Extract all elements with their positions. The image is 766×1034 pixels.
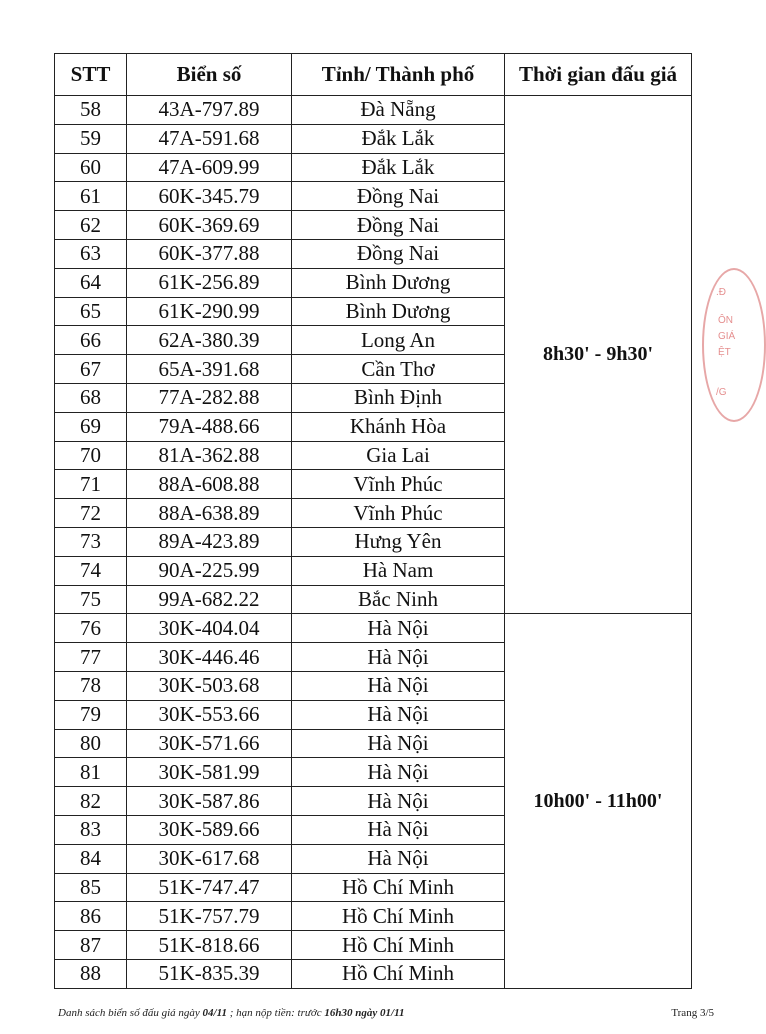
row-province: Đắk Lắk [292,153,505,182]
row-stt: 65 [55,297,127,326]
header-auction-time: Thời gian đấu giá [505,54,692,96]
header-plate-number: Biển số [127,54,292,96]
row-stt: 72 [55,499,127,528]
row-province: Hà Nội [292,643,505,672]
auction-time-slot: 10h00' - 11h00' [505,614,692,988]
row-plate-number: 88A-608.88 [127,470,292,499]
footer-note [58,1007,404,1019]
row-province: Hồ Chí Minh [292,873,505,902]
row-stt: 71 [55,470,127,499]
red-stamp-seal [702,268,766,422]
row-plate-number: 51K-757.79 [127,902,292,931]
row-province: Long An [292,326,505,355]
row-plate-number: 30K-571.66 [127,729,292,758]
row-plate-number: 62A-380.39 [127,326,292,355]
row-plate-number: 47A-609.99 [127,153,292,182]
row-province: Bình Dương [292,268,505,297]
row-province: Hà Nam [292,556,505,585]
row-province: Vĩnh Phúc [292,470,505,499]
row-plate-number: 88A-638.89 [127,499,292,528]
row-stt: 70 [55,441,127,470]
row-plate-number: 47A-591.68 [127,124,292,153]
row-plate-number: 60K-369.69 [127,211,292,240]
row-stt: 66 [55,326,127,355]
row-stt: 67 [55,355,127,384]
row-plate-number: 30K-503.68 [127,671,292,700]
row-plate-number: 81A-362.88 [127,441,292,470]
table-row [55,96,692,125]
row-plate-number: 79A-488.66 [127,412,292,441]
footer-prefix: Danh sách biển số đấu giá ngày [58,1007,203,1019]
footer-middle: ; hạn nộp tiền: trước [226,1007,325,1019]
row-plate-number: 77A-282.88 [127,383,292,412]
row-plate-number: 51K-747.47 [127,873,292,902]
row-province: Hồ Chí Minh [292,959,505,988]
row-stt: 83 [55,815,127,844]
row-province: Đồng Nai [292,182,505,211]
table-header-row [55,54,692,96]
row-stt: 59 [55,124,127,153]
row-province: Hà Nội [292,729,505,758]
row-plate-number: 43A-797.89 [127,96,292,125]
header-province: Tỉnh/ Thành phố [292,54,505,96]
table-row [55,614,692,643]
row-province: Gia Lai [292,441,505,470]
row-stt: 62 [55,211,127,240]
stamp-text-4: ỆT [718,347,731,358]
row-stt: 77 [55,643,127,672]
row-province: Hồ Chí Minh [292,902,505,931]
row-stt: 68 [55,383,127,412]
stamp-text-3: GIÁ [718,331,736,342]
row-plate-number: 60K-377.88 [127,239,292,268]
row-stt: 61 [55,182,127,211]
license-plate-auction-table [54,53,692,989]
row-stt: 87 [55,931,127,960]
row-stt: 85 [55,873,127,902]
row-stt: 74 [55,556,127,585]
row-plate-number: 30K-404.04 [127,614,292,643]
row-stt: 82 [55,787,127,816]
row-plate-number: 60K-345.79 [127,182,292,211]
row-province: Hà Nội [292,614,505,643]
row-stt: 81 [55,758,127,787]
row-province: Bắc Ninh [292,585,505,614]
row-stt: 58 [55,96,127,125]
footer-auction-date: 04/11 [202,1007,227,1019]
row-stt: 69 [55,412,127,441]
stamp-text-2: ÔN [718,315,733,326]
row-stt: 60 [55,153,127,182]
row-province: Khánh Hòa [292,412,505,441]
page-number: Trang 3/5 [671,1007,714,1019]
row-province: Cần Thơ [292,355,505,384]
row-plate-number: 89A-423.89 [127,527,292,556]
row-stt: 76 [55,614,127,643]
row-plate-number: 90A-225.99 [127,556,292,585]
row-province: Đồng Nai [292,239,505,268]
row-province: Hà Nội [292,787,505,816]
row-stt: 79 [55,700,127,729]
stamp-text-1: .Đ [716,287,726,298]
row-stt: 78 [55,671,127,700]
row-stt: 64 [55,268,127,297]
row-province: Bình Dương [292,297,505,326]
row-province: Hà Nội [292,671,505,700]
row-plate-number: 61K-256.89 [127,268,292,297]
row-plate-number: 99A-682.22 [127,585,292,614]
row-stt: 86 [55,902,127,931]
row-province: Hà Nội [292,700,505,729]
row-stt: 84 [55,844,127,873]
row-stt: 63 [55,239,127,268]
row-plate-number: 51K-835.39 [127,959,292,988]
row-province: Hà Nội [292,844,505,873]
row-province: Bình Định [292,383,505,412]
row-plate-number: 30K-589.66 [127,815,292,844]
row-province: Đắk Lắk [292,124,505,153]
row-plate-number: 30K-446.46 [127,643,292,672]
row-province: Hưng Yên [292,527,505,556]
row-plate-number: 30K-581.99 [127,758,292,787]
footer-deadline: 16h30 ngày 01/11 [324,1007,405,1019]
row-stt: 80 [55,729,127,758]
auction-time-slot: 8h30' - 9h30' [505,96,692,614]
row-province: Đà Nẵng [292,96,505,125]
row-stt: 75 [55,585,127,614]
header-stt: STT [55,54,127,96]
row-stt: 73 [55,527,127,556]
row-province: Hà Nội [292,758,505,787]
row-province: Vĩnh Phúc [292,499,505,528]
row-province: Hà Nội [292,815,505,844]
row-plate-number: 30K-587.86 [127,787,292,816]
row-plate-number: 30K-553.66 [127,700,292,729]
row-province: Hồ Chí Minh [292,931,505,960]
row-stt: 88 [55,959,127,988]
row-plate-number: 65A-391.68 [127,355,292,384]
row-province: Đồng Nai [292,211,505,240]
row-plate-number: 51K-818.66 [127,931,292,960]
row-plate-number: 61K-290.99 [127,297,292,326]
row-plate-number: 30K-617.68 [127,844,292,873]
stamp-text-5: /G [716,387,727,398]
table-body [55,96,692,989]
